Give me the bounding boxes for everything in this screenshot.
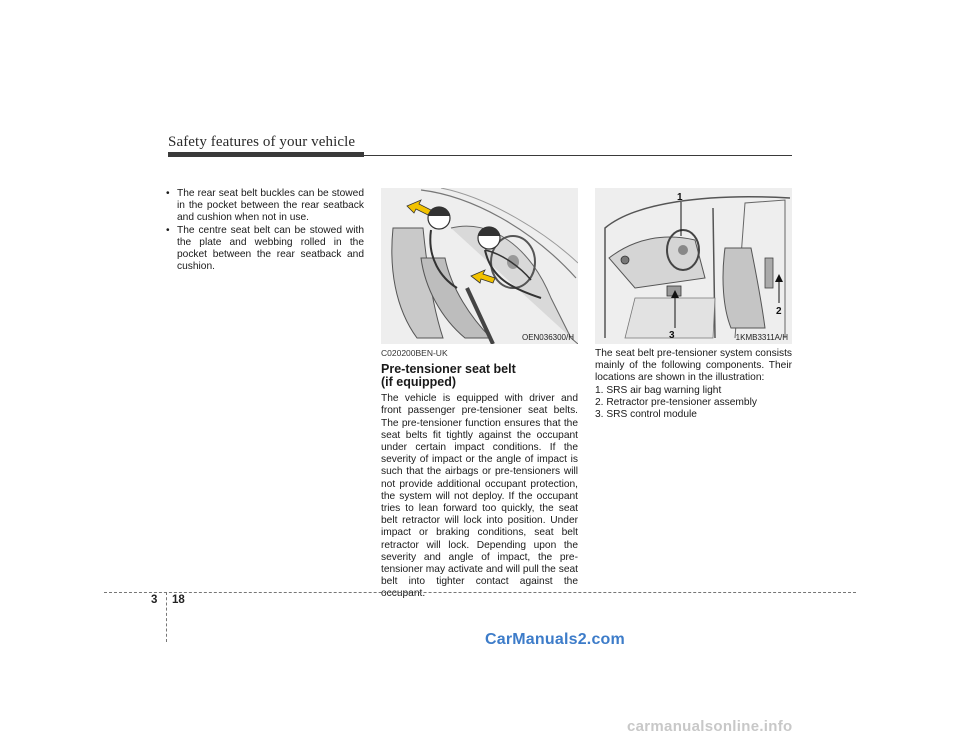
figure-occupants-illustration [381,188,578,344]
page-header-title: Safety features of your vehicle [168,134,356,150]
page-number: 18 [172,594,185,606]
figure-code-label: OEN036300/H [521,333,574,342]
bullet-item [166,188,364,225]
watermark-carmanualsonline[interactable]: carmanualsonline.info [627,718,793,735]
section-code: C020200BEN-UK [381,348,448,358]
footer-vertical-rule [166,592,167,642]
section-title-line1: Pre-tensioner seat belt [381,362,516,377]
footer-dashed-rule [104,592,856,593]
callout-3: 3 [669,330,675,341]
bullet-list [166,188,364,273]
section-body: The vehicle is equipped with driver and front passenger pre-tensioner seat belts. The pre-tensioner function ensures that the seat belts fit tightly against the occupant under certain impact conditions. If the severity of impact or the angle of impact is such that the airbags or pre-tensioners will not provide additional occupant protection, the system will not deploy. If the occupant tries to lean forward too quickly, the seat belt retractor will lock into position. Under impact or braking conditions, seat belt retractor will lock. Depending upon the severity and angle of impact, the pre-tensioner may activate and will pull the seat belt into tighter contact against the occupant. [381,393,578,600]
component-item: 2. Retractor pre-tensioner assembly [595,396,757,408]
occupants-drawing [381,188,578,344]
middle-column [381,347,578,601]
bullet-marker: • [166,224,170,236]
page-chapter-number: 3 [151,594,158,606]
bullet-marker: • [166,188,170,199]
left-column [166,188,364,273]
watermark-carmanuals2[interactable]: CarManuals2.com [485,631,625,648]
section-title-line2: (if equipped) [381,375,456,390]
right-column [595,348,792,421]
figure-components-illustration [595,188,792,344]
section-title [381,363,578,389]
callout-2: 2 [776,306,782,317]
component-item: 1. SRS air bag warning light [595,384,722,396]
header-rule-thin [168,155,792,156]
components-drawing [595,188,792,344]
components-intro: The seat belt pre-tensioner system consists mainly of the following components. Their locations are shown in the illustration: [595,348,792,384]
figure-code-label: 1KMB3311A/H [735,333,788,342]
bullet-text: The rear seat belt buckles can be stowed in the pocket between the rear seatback and cushion when not in use. [177,188,364,224]
component-item: 3. SRS control module [595,409,697,421]
bullet-item [166,225,364,274]
callout-1: 1 [677,192,683,203]
bullet-text: The centre seat belt can be stowed with the plate and webbing rolled in the pocket between the rear seatback and cushion. [177,224,364,273]
